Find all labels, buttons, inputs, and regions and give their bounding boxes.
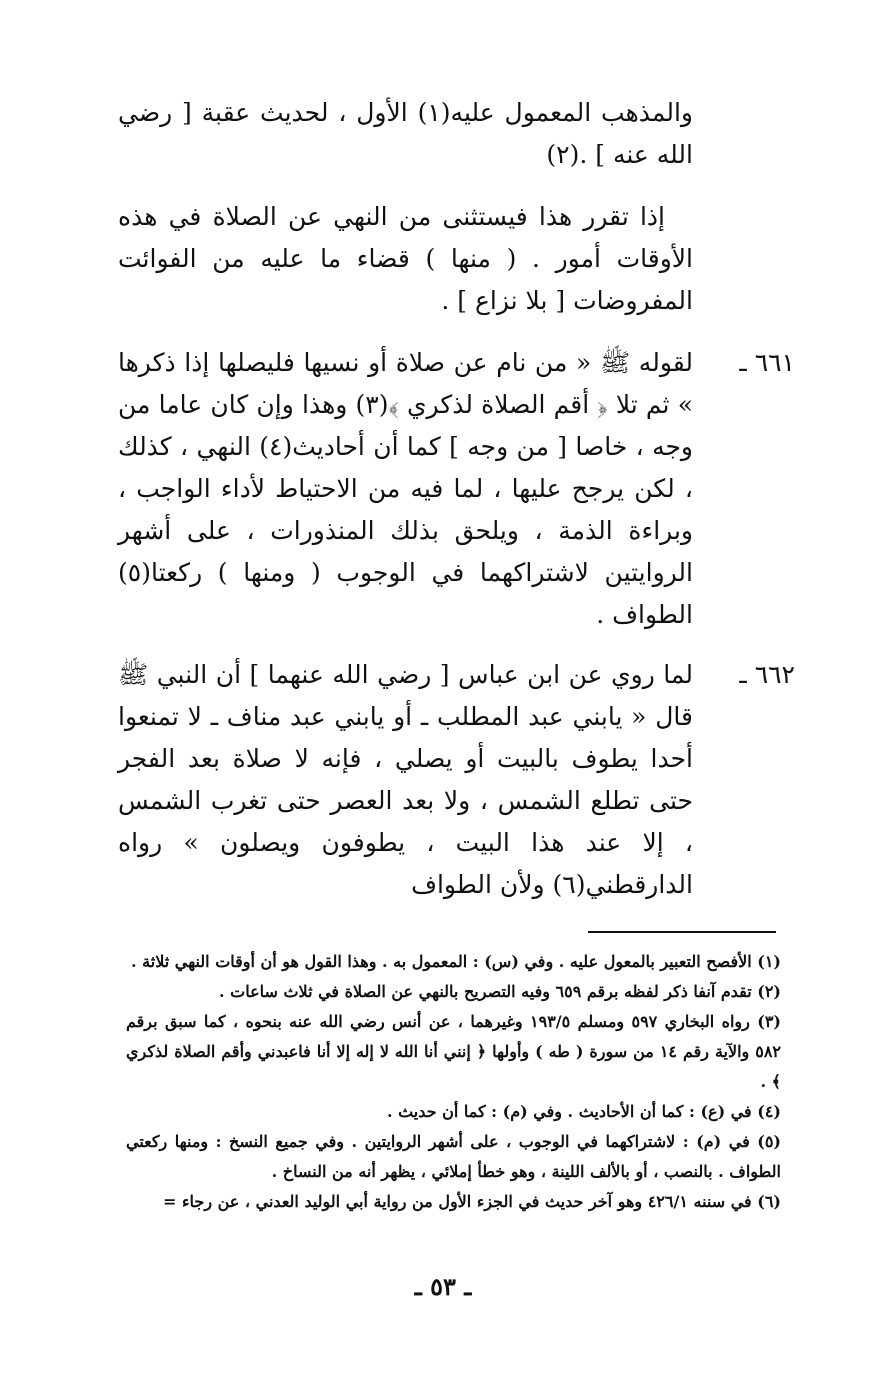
footnote-separator xyxy=(588,931,776,933)
footnote-6: (٦) في سننه ٤٢٦/١ وهو آخر حديث في الجزء الأول من رواية أبي الوليد العدني ، عن رجاء = xyxy=(163,1192,781,1211)
entry-number-661: ٦٦١ ـ xyxy=(739,348,795,377)
entry-text-661: لقوله ﷺ « من نام عن صلاة أو نسيها فليصلها إذا ذكرها » ثم تلا ﴿ أقم الصلاة لذكري ﴾(٣) وهذا وإن كان عاما من وجه ، خاصا [ من وجه ] كما أن أحاديث(٤) النهي ، كذلك ، لكن يرجح عليها ، لما فيه من الاحتياط لأداء الواجب ، وبراءة الذمة ، ويلحق بذلك المنذورات ، على أشهر الروايتين لاشتراكهما في الوجوب ( ومنها ) ركعتا(٥) الطواف . xyxy=(118,348,694,629)
entry-662 xyxy=(118,654,795,906)
main-text xyxy=(118,92,795,924)
page-number: ـ ٥٣ ـ xyxy=(414,1272,472,1301)
footnote-4: (٤) في (ع) : كما أن الأحاديث . وفي (م) : كما أن حديث . xyxy=(386,1102,781,1121)
entry-661 xyxy=(118,342,795,636)
footnote-3: (٣) رواه البخاري ٥٩٧ ومسلم ١٩٣/٥ وغيرهما ، عن أنس رضي الله عنه بنحوه ، كما سبق برقم ٥٨٢ والآية رقم ١٤ من سورة ( طه ) وأولها ﴿ إنني أنا الله لا إله إلا أنا فاعبدني وأقم الصلاة لذكري ﴾ . xyxy=(126,1012,782,1091)
footnote-5: (٥) في (م) : لاشتراكهما في الوجوب ، على أشهر الروايتين . وفي جميع النسخ : ومنها ركعتي الطواف . بالنصب ، أو بالألف اللينة ، وهو خطأ إملائي ، يظهر أنه من النساخ . xyxy=(126,1132,781,1181)
footnote-2: (٢) تقدم آنفا ذكر لفظه برقم ٦٥٩ وفيه التصريح بالنهي عن الصلاة في ثلاث ساعات . xyxy=(218,982,781,1001)
entry-text-662: لما روي عن ابن عباس [ رضي الله عنهما ] أن النبي ﷺ قال « يابني عبد المطلب ـ أو يابني عبد مناف ـ لا تمنعوا أحدا يطوف بالبيت أو يصلي ، فإنه لا صلاة بعد الفجر حتى تطلع الشمس ، ولا بعد العصر حتى تغرب الشمس ، إلا عند هذا البيت ، يطوفون ويصلون » رواه الدارقطني(٦) ولأن الطواف xyxy=(118,660,693,899)
footnotes xyxy=(126,947,781,1217)
paragraph-exceptions: إذا تقرر هذا فيستثنى من النهي عن الصلاة في هذه الأوقات أمور . ( منها ) قضاء ما عليه من الفوائت المفروضات [ بلا نزاع ] . xyxy=(118,202,693,315)
entry-number-662: ٦٦٢ ـ xyxy=(739,660,795,689)
paragraph-madhhab: والمذهب المعمول عليه(١) الأول ، لحديث عقبة [ رضي الله عنه ] .(٢) xyxy=(118,98,693,169)
footnote-1: (١) الأفصح التعبير بالمعول عليه . وفي (س) : المعمول به . وهذا القول هو أن أوقات النهي ثلاثة . xyxy=(131,952,781,971)
